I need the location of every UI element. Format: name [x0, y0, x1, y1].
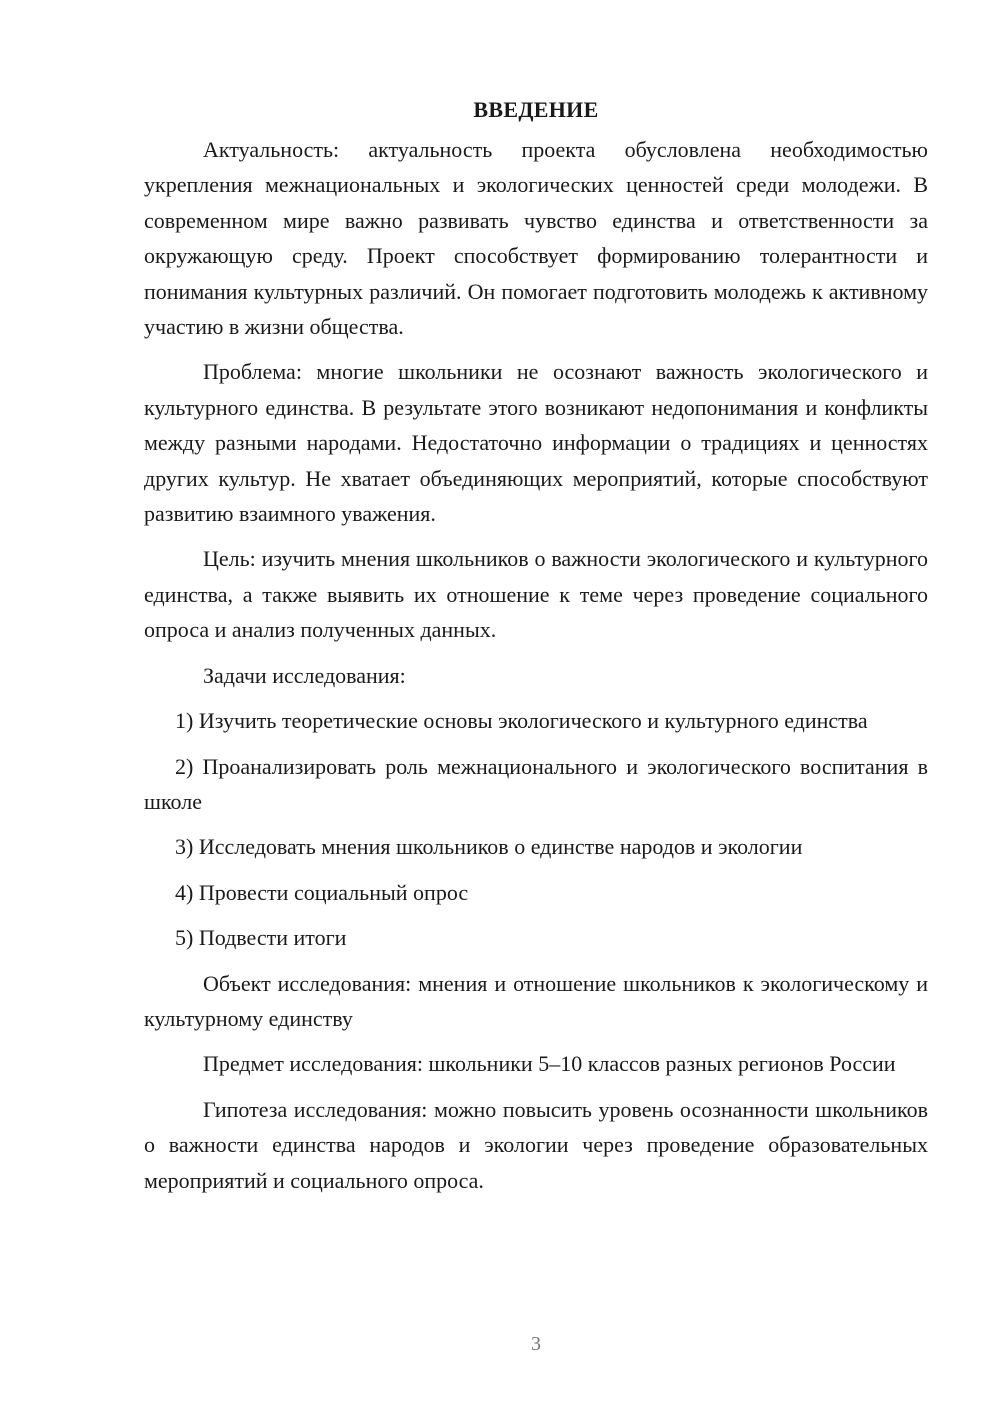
relevance-paragraph: Актуальность: актуальность проекта обусловлена необходимостью укрепления межнациональных и экологических ценностей среди молодежи. В современном мире важно развивать чувство единства и ответственности за окружающую среду. Проект способствует формированию толерантности и понимания культурных различий. Он помогает подготовить молодежь к активному участию в жизни общества. [144, 137, 928, 340]
goal-paragraph: Цель: изучить мнения школьников о важности экологического и культурного единства, а также выявить их отношение к теме через проведение социального опроса и анализ полученных данных. [144, 546, 928, 643]
page-number: 3 [531, 1333, 541, 1355]
hypothesis-paragraph: Гипотеза исследования: можно повысить уровень осознанности школьников о важности единства народов и экологии через проведение образовательных мероприятий и социального опроса. [144, 1096, 928, 1193]
list-item: 2) Проанализировать роль межнационального и экологического воспитания в школе [144, 753, 928, 814]
object-paragraph: Объект исследования: мнения и отношение школьников к экологическому и культурному единству [144, 970, 928, 1031]
subject-paragraph: Предмет исследования: школьники 5–10 классов разных регионов России [203, 1051, 896, 1077]
problem-paragraph: Проблема: многие школьники не осознают важность экологического и культурного единства. В результате этого возникают недопонимания и конфликты между разными народами. Недостаточно информации о традициях и ценностях других культур. Не хватает объединяющих мероприятий, которые способствуют развитию взаимного уважения. [144, 359, 928, 527]
list-item: 3) Исследовать мнения школьников о единстве народов и экологии [175, 834, 803, 860]
list-item: 5) Подвести итоги [175, 925, 347, 951]
tasks-heading: Задачи исследования: [203, 662, 406, 688]
document-page [144, 92, 928, 1208]
list-item: 1) Изучить теоретические основы экологического и культурного единства [175, 708, 868, 734]
list-item: 4) Провести социальный опрос [175, 879, 469, 905]
section-title: ВВЕДЕНИЕ [473, 97, 599, 122]
tasks-list [144, 703, 928, 955]
